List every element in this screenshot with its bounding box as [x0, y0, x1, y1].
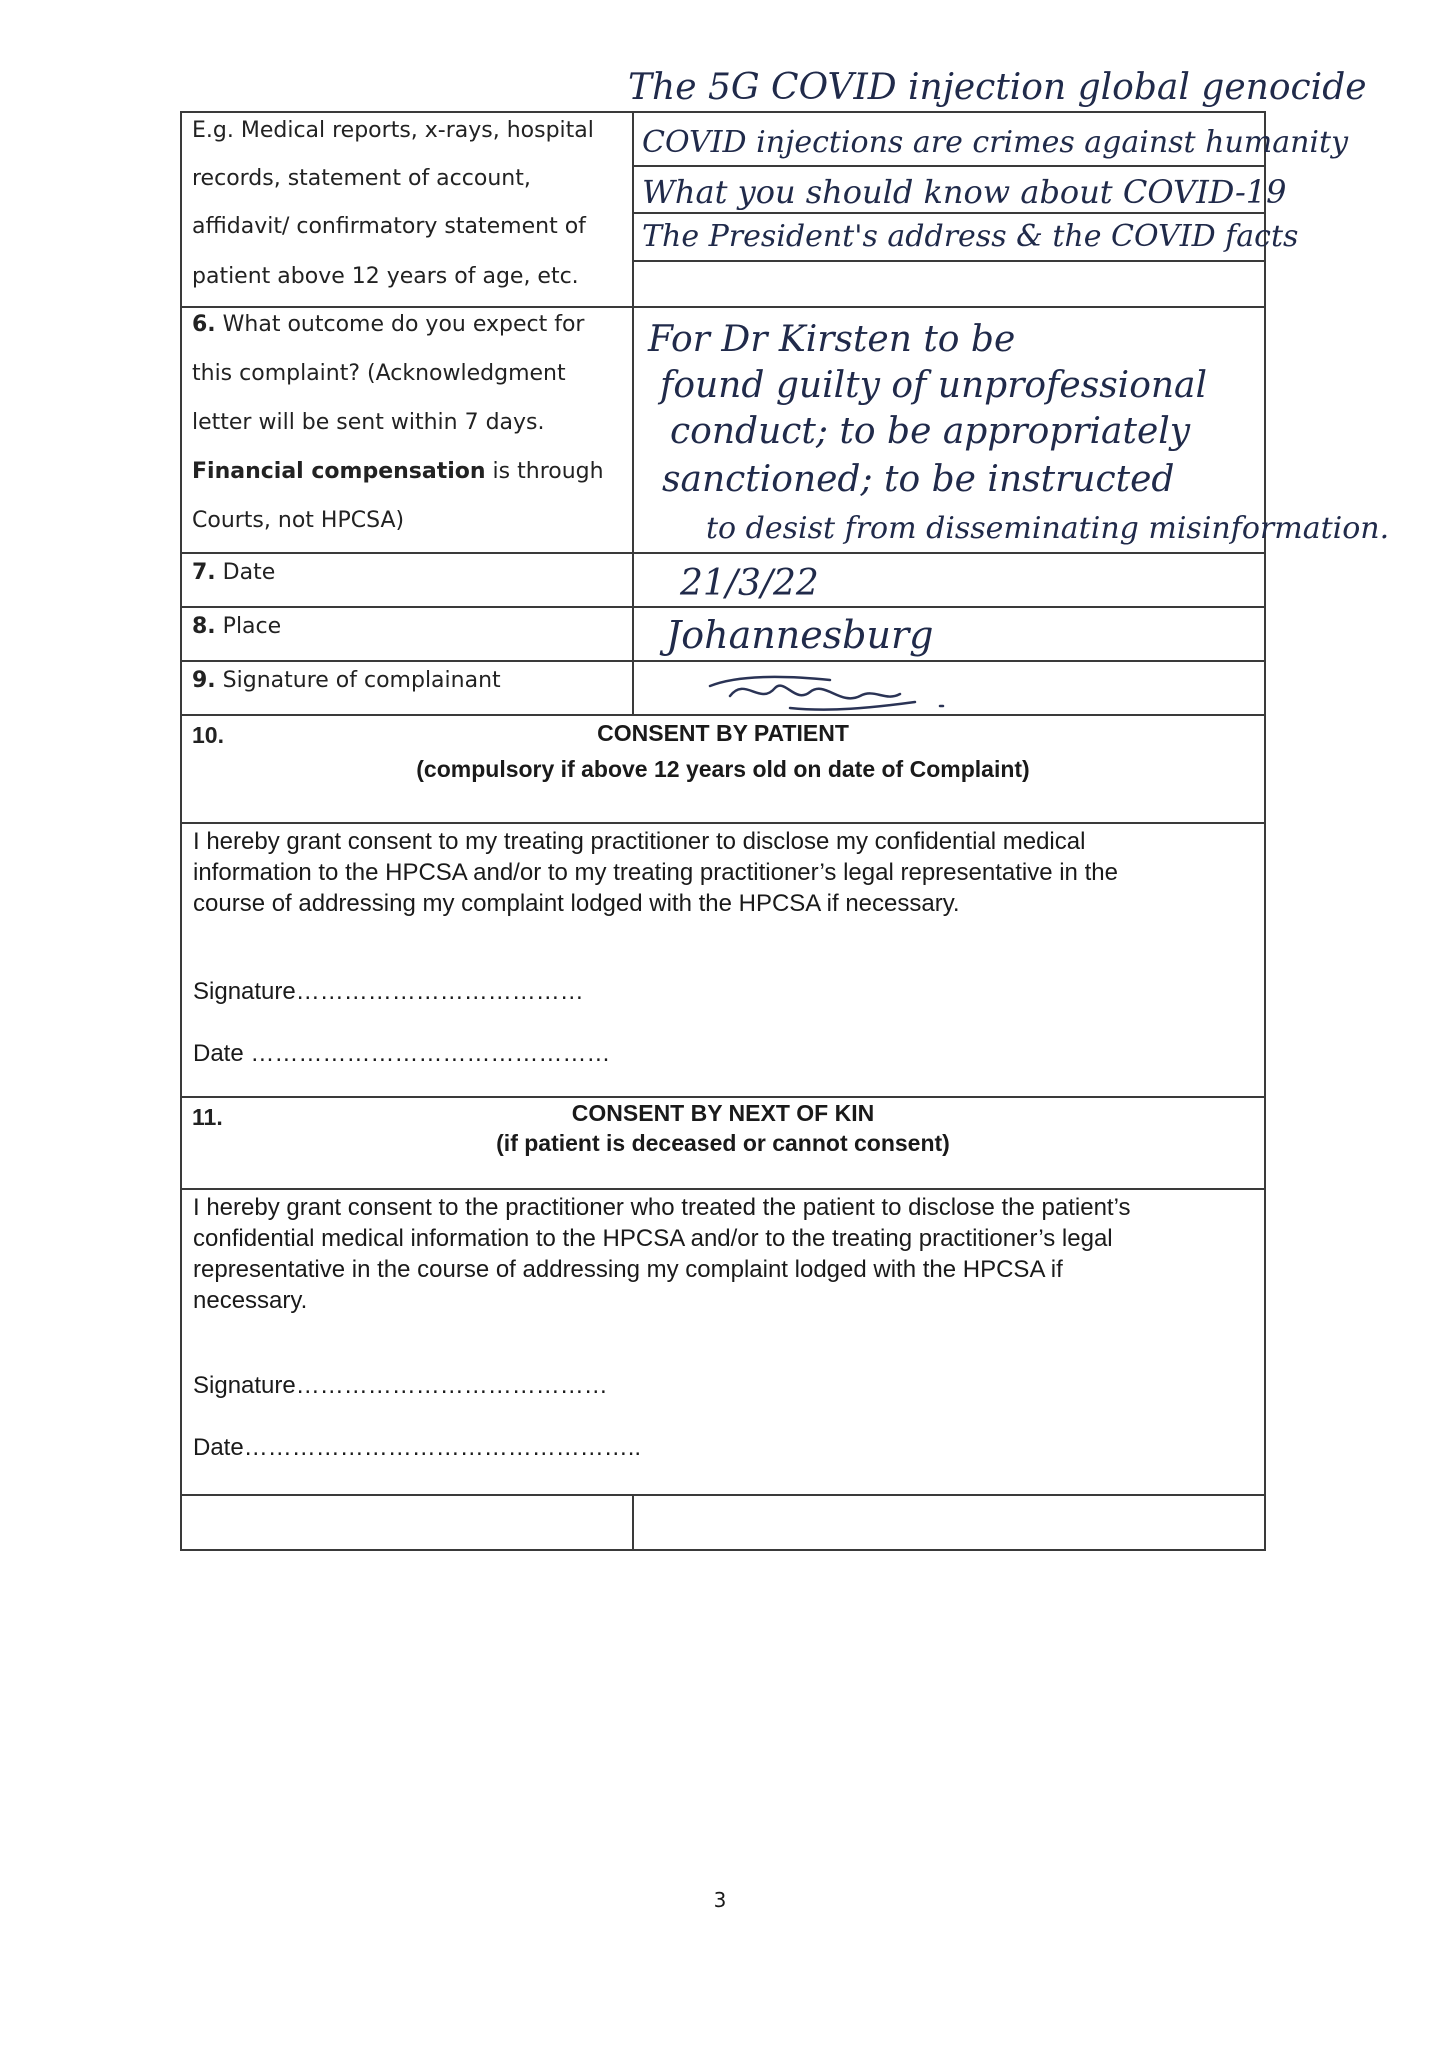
handwritten-outcome-1: For Dr Kirsten to be: [648, 319, 1016, 360]
consent-patient-text-3: course of addressing my complaint lodged with the HPCSA if necessary.: [193, 890, 960, 917]
consent-patient-signature-line: Signature………………………………: [193, 978, 584, 1005]
table-border-left: [180, 111, 182, 1551]
consent-patient-number: 10.: [192, 722, 224, 748]
consent-kin-text-4: necessary.: [193, 1287, 308, 1314]
evidence-label-line-3: affidavit/ confirmatory statement of: [192, 214, 586, 239]
row-divider-date: [180, 552, 1266, 554]
consent-patient-subtitle: (compulsory if above 12 years old on date of Complaint): [416, 756, 1030, 782]
complainant-signature-scribble: [700, 666, 960, 716]
row-divider-consent11-body: [180, 1188, 1266, 1190]
consent-kin-text-3: representative in the course of addressing my complaint lodged with the HPCSA if: [193, 1256, 1063, 1283]
evidence-rule-2: [632, 212, 1264, 214]
outcome-number: 6.: [192, 312, 216, 337]
outcome-label-line-5: Courts, not HPCSA): [192, 508, 405, 533]
consent-patient-date-line: Date ………………………………………: [193, 1040, 611, 1067]
signature-label-text: Signature of complainant: [222, 668, 501, 693]
table-border-top: [180, 111, 1266, 113]
outcome-label-line-1: [192, 312, 584, 338]
handwritten-outcome-5: to desist from disseminating misinformation.: [706, 511, 1390, 546]
handwritten-place: Johannesburg: [666, 613, 934, 657]
place-label-text: Place: [222, 614, 282, 639]
date-label-text: Date: [222, 560, 276, 585]
consent-kin-subtitle: (if patient is deceased or cannot consent): [496, 1130, 950, 1156]
handwritten-outcome-3: conduct; to be appropriately: [670, 411, 1191, 452]
row-divider-signature: [180, 660, 1266, 662]
financial-compensation-bold: Financial compensation: [192, 459, 486, 484]
evidence-label-line-2: records, statement of account,: [192, 166, 531, 191]
handwritten-evidence-3: The President's address & the COVID facts: [642, 219, 1299, 254]
table-border-right: [1264, 111, 1266, 1551]
date-number: 7.: [192, 560, 216, 585]
evidence-label-line-4: patient above 12 years of age, etc.: [192, 264, 579, 289]
row-divider-consent10-body: [180, 822, 1266, 824]
outcome-label-line-4-rest: is through: [485, 459, 604, 484]
outcome-label-line-2: this complaint? (Acknowledgment: [192, 361, 566, 386]
consent-kin-signature-line: Signature…………………………………: [193, 1372, 608, 1399]
page-number: 3: [713, 1888, 727, 1912]
outcome-label-line-4: [192, 459, 604, 485]
handwritten-outcome-4: sanctioned; to be instructed: [662, 459, 1175, 500]
handwritten-outcome-2: found guilty of unprofessional: [660, 365, 1208, 406]
handwritten-header: The 5G COVID injection global genocide: [628, 67, 1367, 108]
row-divider-bottom-row: [180, 1494, 1266, 1496]
row-divider-outcome: [180, 306, 1266, 308]
place-number: 8.: [192, 614, 216, 639]
consent-kin-text-1: I hereby grant consent to the practitioner who treated the patient to disclose the patient’s: [193, 1194, 1131, 1221]
consent-kin-text-2: confidential medical information to the HPCSA and/or to the treating practitioner’s legal: [193, 1225, 1113, 1252]
signature-complainant-label: [192, 668, 501, 694]
outcome-label-text: What outcome do you expect for: [222, 312, 585, 337]
consent-kin-number: 11.: [192, 1104, 223, 1130]
consent-kin-date-line: Date…………………………………………..: [193, 1434, 642, 1461]
table-border-bottom: [180, 1549, 1266, 1551]
place-label: [192, 614, 281, 640]
handwritten-evidence-1: COVID injections are crimes against humanity: [642, 125, 1349, 160]
evidence-rule-1: [632, 165, 1264, 167]
row-divider-place: [180, 606, 1266, 608]
date-label: [192, 560, 275, 586]
bottom-row-divider: [632, 1494, 634, 1549]
signature-number: 9.: [192, 668, 216, 693]
table-column-divider: [632, 111, 634, 715]
consent-patient-text-1: I hereby grant consent to my treating practitioner to disclose my confidential medical: [193, 828, 1086, 855]
handwritten-date: 21/3/22: [680, 563, 819, 604]
evidence-rule-3: [632, 260, 1264, 262]
outcome-label-line-3: letter will be sent within 7 days.: [192, 410, 545, 435]
evidence-label-line-1: E.g. Medical reports, x-rays, hospital: [192, 118, 594, 143]
row-divider-consent11: [180, 1096, 1266, 1098]
consent-kin-title: CONSENT BY NEXT OF KIN: [571, 1100, 875, 1126]
consent-patient-text-2: information to the HPCSA and/or to my treating practitioner’s legal representative in the: [193, 859, 1118, 886]
handwritten-evidence-2: What you should know about COVID-19: [642, 173, 1287, 211]
consent-patient-title: CONSENT BY PATIENT: [597, 720, 849, 746]
